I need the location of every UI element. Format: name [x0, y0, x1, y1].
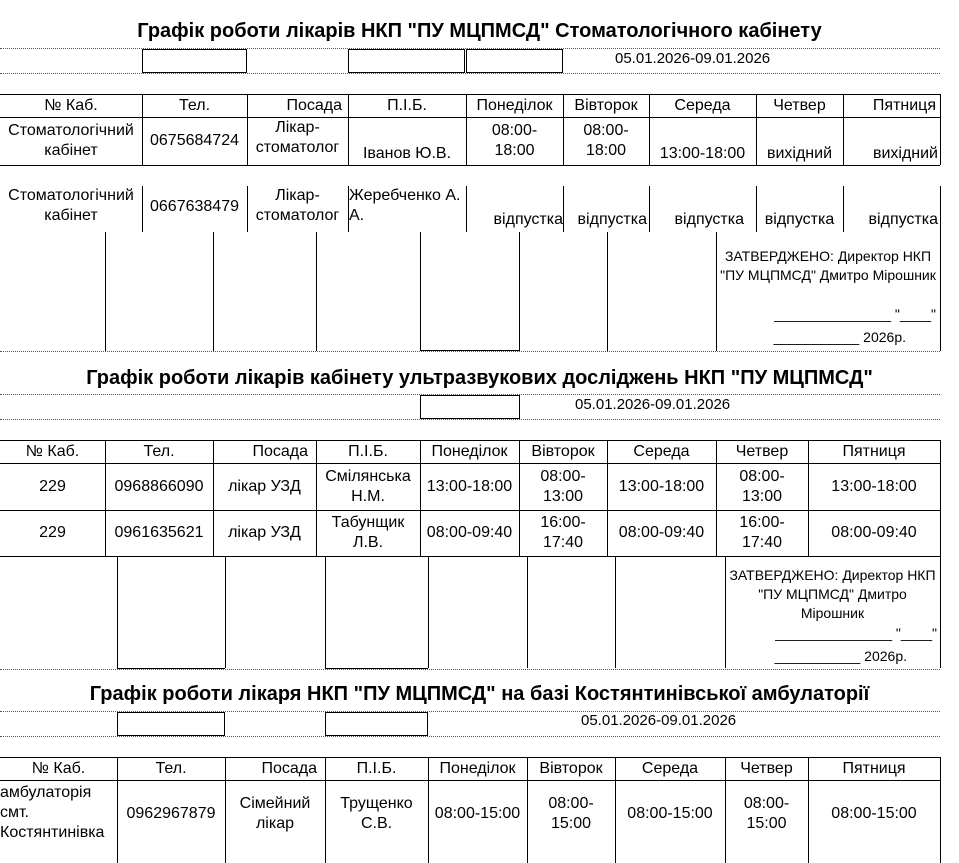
table-cell-tuesday: 16:00-17:40 — [540, 514, 586, 551]
empty-cell — [117, 712, 225, 736]
table-cell-position: Лікар-стоматолог — [255, 187, 340, 224]
table-cell-position: лікар УЗД — [228, 477, 301, 495]
empty-cell — [325, 712, 428, 736]
table-cell-position: лікар УЗД — [228, 524, 301, 541]
section2-approval-line1: _______________ "____" — [775, 625, 937, 641]
table-cell-friday: 13:00-18:00 — [831, 477, 917, 495]
table-cell-room: 229 — [39, 524, 66, 541]
section3-date-range: 05.01.2026-09.01.2026 — [581, 712, 737, 729]
table-cell-monday: 08:00-15:00 — [434, 805, 521, 822]
empty-cell — [420, 395, 520, 419]
table-cell-name: Іванов Ю.В. — [362, 145, 452, 162]
header-phone: Тел. — [143, 442, 175, 460]
table-cell-tuesday: 08:00-13:00 — [540, 467, 586, 505]
header-name: П.І.Б. — [356, 759, 397, 777]
table-cell-tuesday: відпустка — [577, 211, 647, 228]
table-cell-thursday: вихідний — [766, 145, 833, 162]
table-cell-room: 229 — [39, 477, 66, 495]
table-cell-position: Сімейний лікар — [239, 795, 311, 832]
header-thursday: Четвер — [735, 442, 789, 460]
header-monday: Понеділок — [431, 442, 508, 460]
section1-approval-line2: ___________ 2026р. — [773, 329, 906, 345]
section2-date-range: 05.01.2026-09.01.2026 — [575, 396, 731, 413]
section3-title: Графік роботи лікаря НКП "ПУ МЦПМСД" на базі Костянтинівської амбулаторії — [89, 683, 870, 705]
header-friday: Пятниця — [872, 96, 936, 114]
table-cell-name: Табунщик Л.В. — [331, 514, 405, 551]
table-cell-thursday: 16:00-17:40 — [739, 514, 785, 551]
header-tuesday: Вівторок — [539, 759, 603, 777]
header-thursday: Четвер — [740, 759, 793, 777]
table-cell-name: Смілянська Н.М. — [325, 467, 411, 505]
table-cell-thursday: 08:00-13:00 — [739, 467, 785, 505]
dotted-rule — [0, 736, 940, 737]
table-cell-phone: 0667638479 — [150, 198, 239, 215]
section2-approval-line2: ___________ 2026р. — [774, 648, 907, 664]
dotted-rule — [0, 419, 940, 420]
table-cell-phone: 0961635621 — [114, 524, 204, 541]
header-room: № Каб. — [25, 442, 80, 460]
header-position: Посада — [261, 759, 317, 777]
table-cell-phone: 0675684724 — [150, 132, 239, 149]
header-wednesday: Середа — [674, 96, 731, 114]
header-tuesday: Вівторок — [574, 96, 638, 114]
header-friday: Пятниця — [842, 759, 906, 777]
empty-cell — [466, 49, 563, 73]
section1-approval-line1: _______________ "____" — [774, 306, 936, 322]
header-room: № Каб. — [31, 759, 86, 777]
table-cell-monday: 08:00-18:00 — [491, 122, 538, 159]
header-position: Посада — [286, 96, 342, 114]
table-cell-room: Стоматологічний кабінет — [8, 187, 134, 224]
table-cell-wednesday: 08:00-09:40 — [618, 524, 705, 541]
section2-approval-text: ЗАТВЕРДЖЕНО: Директор НКП "ПУ МЦПМСД" Дмитро Мірошник — [729, 567, 936, 621]
header-friday: Пятниця — [842, 442, 906, 460]
header-name: П.І.Б. — [348, 442, 388, 460]
table-cell-wednesday: 08:00-15:00 — [627, 805, 713, 822]
section1-date-range: 05.01.2026-09.01.2026 — [615, 50, 771, 67]
header-monday: Понеділок — [439, 759, 516, 777]
table-cell-tuesday: 08:00-15:00 — [548, 795, 594, 832]
header-tuesday: Вівторок — [531, 442, 595, 460]
table-cell-phone: 0968866090 — [114, 477, 204, 495]
header-thursday: Четвер — [773, 96, 826, 114]
empty-cell — [348, 49, 465, 73]
header-name: П.І.Б. — [387, 96, 427, 114]
section1-approval-text: ЗАТВЕРДЖЕНО: Директор НКП "ПУ МЦПМСД" Дмитро Мірошник — [720, 248, 936, 283]
section1-title: Графік роботи лікарів НКП "ПУ МЦПМСД" Стоматологічного кабінету — [137, 20, 822, 42]
header-position: Посада — [252, 442, 308, 460]
header-phone: Тел. — [178, 96, 211, 114]
table-cell-friday: відпустка — [868, 211, 938, 228]
section2-title: Графік роботи лікарів кабінету ультразвукових досліджень НКП "ПУ МЦПМСД" — [86, 367, 873, 389]
table-cell-friday: 08:00-15:00 — [831, 805, 917, 822]
header-wednesday: Середа — [633, 442, 690, 460]
dotted-rule — [0, 669, 940, 670]
table-cell-friday: вихідний — [872, 145, 938, 162]
table-cell-phone: 0962967879 — [126, 805, 216, 822]
table-cell-monday: відпустка — [493, 211, 563, 228]
header-monday: Понеділок — [476, 96, 553, 114]
table-cell-thursday: 08:00-15:00 — [743, 795, 790, 832]
dotted-rule — [0, 73, 940, 74]
header-phone: Тел. — [155, 759, 187, 777]
empty-cell — [142, 49, 247, 73]
header-wednesday: Середа — [641, 759, 699, 777]
table-cell-wednesday: 13:00-18:00 — [618, 477, 705, 495]
table-cell-name: Жеребченко А. А. — [349, 187, 461, 224]
table-cell-position: Лікар-стоматолог — [255, 119, 340, 156]
table-cell-tuesday: 08:00-18:00 — [583, 122, 629, 159]
table-cell-wednesday: відпустка — [674, 211, 744, 228]
table-cell-thursday: відпустка — [764, 211, 835, 228]
table-cell-monday: 13:00-18:00 — [426, 477, 513, 495]
table-cell-monday: 08:00-09:40 — [426, 524, 513, 541]
table-cell-room: Стоматологічний кабінет — [8, 122, 134, 159]
table-cell-room: амбулаторія смт. Костянтинівка — [0, 784, 105, 841]
table-cell-name: Трущенко С.В. — [340, 795, 413, 832]
header-room: № Каб. — [44, 96, 98, 114]
dotted-rule — [0, 351, 940, 352]
table-cell-wednesday: 13:00-18:00 — [659, 145, 746, 162]
table-cell-friday: 08:00-09:40 — [831, 524, 917, 541]
